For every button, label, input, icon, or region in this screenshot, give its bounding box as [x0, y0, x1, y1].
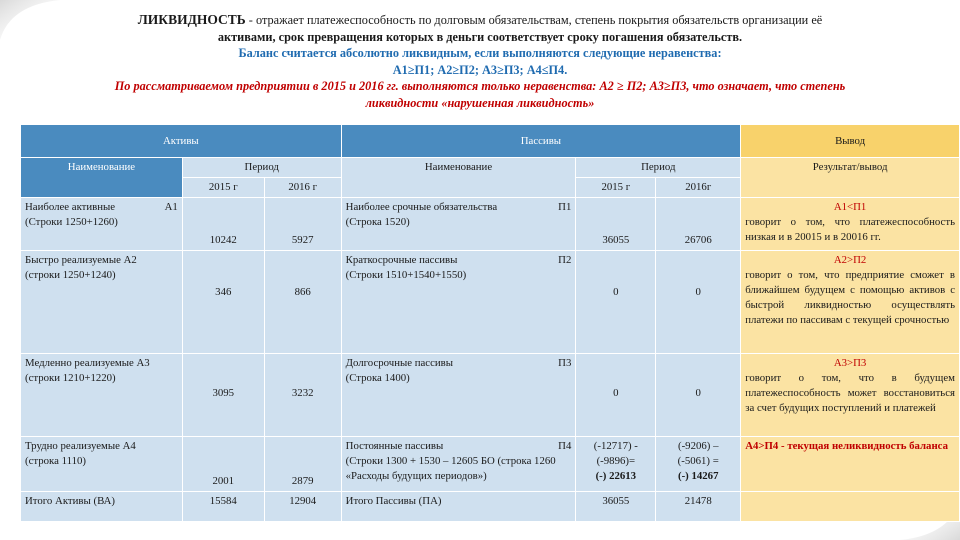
liability-year-2016: 2016г	[656, 178, 741, 198]
asset-lines: (строки 1210+1220)	[25, 372, 116, 384]
liability-2016-value: 0	[656, 354, 741, 437]
asset-2015-value: 2001	[182, 437, 264, 492]
result-inequality: А4>П4	[745, 440, 779, 452]
slide-header	[40, 12, 920, 112]
result-cell	[741, 354, 960, 437]
liability-2016-value	[656, 437, 741, 492]
table-row	[21, 251, 960, 354]
liability-name: Краткосрочные пассивы	[345, 254, 458, 266]
asset-cell	[21, 354, 183, 437]
definition-text: - отражает платежеспособность по долговым обязательствам, степень покрытия обязательств организации её	[245, 13, 823, 27]
liability-2015-value: 0	[576, 251, 656, 354]
result-header: Результат/вывод	[741, 158, 960, 198]
liability-2015-value	[576, 437, 656, 492]
output-group-header: Вывод	[741, 125, 960, 158]
asset-name: Медленно реализуемые А3	[25, 357, 150, 369]
inequalities: А1≥П1; А2≥П2; А3≥П3; А4≤П4.	[392, 62, 568, 77]
liability-code: П1	[558, 201, 572, 213]
liability-code: П4	[558, 440, 572, 452]
liability-cell	[341, 437, 576, 492]
result-text: говорит о том, что платежеспособность низкая и в 20015 и в 20016 гг.	[745, 216, 955, 243]
conclusion-line-2: ликвидности «нарушенная ликвидность»	[365, 95, 595, 110]
liability-period-header: Период	[576, 158, 741, 178]
p4-2015-line-1: (-12717) -	[593, 440, 638, 452]
liability-lines: (Строки 1510+1540+1550)	[345, 269, 467, 281]
liability-2015-value: 0	[576, 354, 656, 437]
absolute-liquidity-condition: Баланс считается абсолютно ликвидным, если выполняются следующие неравенства:	[238, 46, 722, 61]
asset-cell	[21, 251, 183, 354]
total-result-cell	[741, 492, 960, 522]
asset-code: А1	[164, 201, 178, 213]
liability-lines: (Строки 1300 + 1530 – 12605 БО (строка 1260 «Расходы будущих периодов»)	[345, 455, 556, 482]
asset-lines: (строка 1110)	[25, 455, 86, 467]
p4-2015-line-2: (-9896)=	[596, 455, 636, 467]
asset-2016-value: 2879	[264, 437, 341, 492]
asset-name: Наиболее активные	[25, 201, 116, 213]
liquidity-term: ЛИКВИДНОСТЬ	[137, 12, 246, 27]
total-liabilities-2015: 36055	[576, 492, 656, 522]
asset-name: Трудно реализуемые А4	[25, 440, 136, 452]
liability-name: Долгосрочные пассивы	[345, 357, 454, 369]
liability-2016-value: 26706	[656, 198, 741, 251]
liability-lines: (Строка 1400)	[345, 372, 410, 384]
asset-lines: (строки 1250+1240)	[25, 269, 116, 281]
result-inequality: А3>П3	[833, 357, 867, 369]
definition-line-2: активами, срок превращения которых в деньги соответствует сроку погашения обязательств.	[217, 29, 743, 44]
liability-2016-value: 0	[656, 251, 741, 354]
asset-name-header: Наименование	[21, 158, 183, 198]
liability-2015-value: 36055	[576, 198, 656, 251]
assets-group-header: Активы	[21, 125, 342, 158]
asset-2016-value: 5927	[264, 198, 341, 251]
asset-year-2015: 2015 г	[182, 178, 264, 198]
result-cell	[741, 251, 960, 354]
asset-name: Быстро реализуемые А2	[25, 254, 137, 266]
asset-2016-value: 3232	[264, 354, 341, 437]
p4-2016-total: (-) 14267	[677, 470, 719, 482]
liability-cell	[341, 251, 576, 354]
total-assets-label: Итого Активы (ВА)	[21, 492, 183, 522]
asset-lines: (Строки 1250+1260)	[25, 216, 118, 228]
liability-code: П2	[558, 254, 572, 266]
asset-2015-value: 10242	[182, 198, 264, 251]
p4-2016-line-2: (-5061) =	[677, 455, 719, 467]
asset-year-2016: 2016 г	[264, 178, 341, 198]
asset-cell	[21, 437, 183, 492]
p4-2016-line-1: (-9206) –	[677, 440, 719, 452]
liability-name-header: Наименование	[341, 158, 576, 198]
table-row	[21, 437, 960, 492]
asset-2015-value: 3095	[182, 354, 264, 437]
p4-2015-total: (-) 22613	[595, 470, 637, 482]
table-row	[21, 354, 960, 437]
table-row	[21, 198, 960, 251]
total-liabilities-2016: 21478	[656, 492, 741, 522]
total-row	[21, 492, 960, 522]
result-text: - текущая неликвидность баланса	[781, 440, 948, 452]
liability-year-2015: 2015 г	[576, 178, 656, 198]
liabilities-group-header: Пассивы	[341, 125, 741, 158]
asset-2015-value: 346	[182, 251, 264, 354]
total-assets-2015: 15584	[182, 492, 264, 522]
definition-line	[40, 12, 920, 29]
result-cell	[741, 437, 960, 492]
liability-code: П3	[558, 357, 572, 369]
total-assets-2016: 12904	[264, 492, 341, 522]
total-liabilities-label: Итого Пассивы (ПА)	[341, 492, 576, 522]
liability-cell	[341, 354, 576, 437]
result-text: говорит о том, что в будущем платежеспособность может восстановиться за счет будущих поступлений и платежей	[745, 372, 955, 414]
result-text: говорит о том, что предприятие сможет в ближайшем будущем с помощью активов с быстрой ликвидностью осуществлять платежи по пассивам с текущей срочностью	[745, 269, 955, 326]
liability-lines: (Строка 1520)	[345, 216, 410, 228]
liability-name: Наиболее срочные обязательства	[345, 201, 498, 213]
liability-name: Постоянные пассивы	[345, 440, 444, 452]
liquidity-table	[20, 124, 960, 522]
result-inequality: А1<П1	[833, 201, 867, 213]
result-cell	[741, 198, 960, 251]
conclusion-line-1: По рассматриваемом предприятии в 2015 и 2016 гг. выполняются только неравенства: А2 ≥ П2; А3≥П3, что означает, что степень	[114, 79, 846, 94]
asset-2016-value: 866	[264, 251, 341, 354]
asset-cell	[21, 198, 183, 251]
result-inequality: А2>П2	[833, 254, 867, 266]
liability-cell	[341, 198, 576, 251]
asset-period-header: Период	[182, 158, 341, 178]
